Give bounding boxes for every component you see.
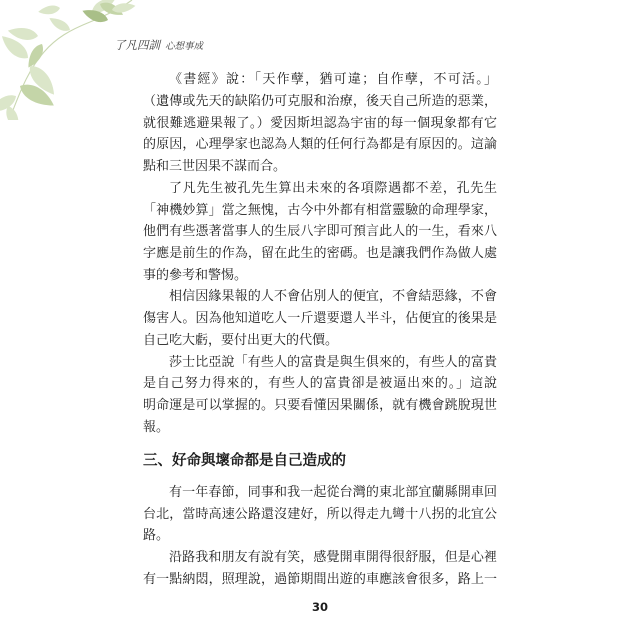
text-line: 的原因，心理學家也認為人類的任何行為都是有原因的。這論: [143, 137, 497, 153]
leaf-vine-icon: [0, 0, 140, 120]
text-line: 傷害人。因為他知道吃人一斤還要還人半斗，佔便宜的後果是: [143, 311, 497, 327]
text-line: 「神機妙算」當之無愧，古今中外都有相當靈驗的命理學家，: [143, 202, 497, 218]
text-line: 相信因緣果報的人不會佔別人的便宜，不會結惡緣，不會: [169, 289, 497, 305]
text-line: 報。: [143, 419, 170, 435]
text-line: 明命運是可以掌握的。只要看懂因果關係，就有機會跳脫現世: [143, 398, 497, 414]
paragraph: [143, 547, 497, 590]
leaf: [38, 4, 61, 16]
text-line: 有一年春節，同事和我一起從台灣的東北部宜蘭縣開車回: [169, 484, 497, 500]
book-title: 了凡四訓: [114, 38, 160, 52]
text-line: 他們有些憑著當事人的生辰八字即可預言此人的一生，看來八: [143, 224, 497, 240]
text-line: 事的參考和警惕。: [143, 267, 248, 283]
leaf: [47, 14, 72, 34]
paragraph: [143, 69, 497, 178]
text-line: 《書經》說：「天作孽，猶可違；自作孽，不可活。」: [169, 72, 497, 88]
page-number: 30: [311, 600, 328, 614]
text-line: 莎士比亞說「有些人的富貴是與生俱來的，有些人的富貴: [169, 354, 497, 370]
text-line: 是自己努力得來的，有些人的富貴卻是被逼出來的。」這說: [143, 376, 497, 392]
text-line: 路。: [143, 528, 170, 544]
section-heading: 三、好命與壞命都是自己造成的: [143, 451, 346, 469]
text-line: 點和三世因果不謀而合。: [143, 159, 287, 175]
text-line: 字應是前生的作為，留在此生的密碼。也是讓我們作為做人處: [143, 245, 497, 261]
paragraph: [143, 352, 497, 439]
running-header: [114, 36, 203, 52]
paragraph: [143, 178, 497, 287]
text-line: 沿路我和朋友有說有笑，感覺開車開得很舒服，但是心裡: [169, 550, 497, 566]
text-line: 台北，當時高速公路還沒建好，所以得走九彎十八拐的北宜公: [143, 506, 497, 522]
vine-stem: [10, 0, 132, 118]
body-text: [143, 69, 497, 591]
text-line: 自己吃大虧，要付出更大的代價。: [143, 332, 339, 348]
book-subtitle: 心想事成: [165, 41, 204, 52]
text-line: 了凡先生被孔先生算出未來的各項際遇都不差，孔先生: [169, 180, 497, 196]
text-line: 有一點納悶，照理說，過節期間出遊的車應該會很多，路上一: [143, 571, 497, 587]
paragraph: [143, 286, 497, 351]
paragraph: [143, 482, 497, 547]
text-line: 就很難逃避果報了。）愛因斯坦認為宇宙的每一個現象都有它: [143, 115, 497, 131]
text-line: （遺傳或先天的缺陷仍可克服和治療，後天自己所造的惡業，: [143, 93, 497, 109]
